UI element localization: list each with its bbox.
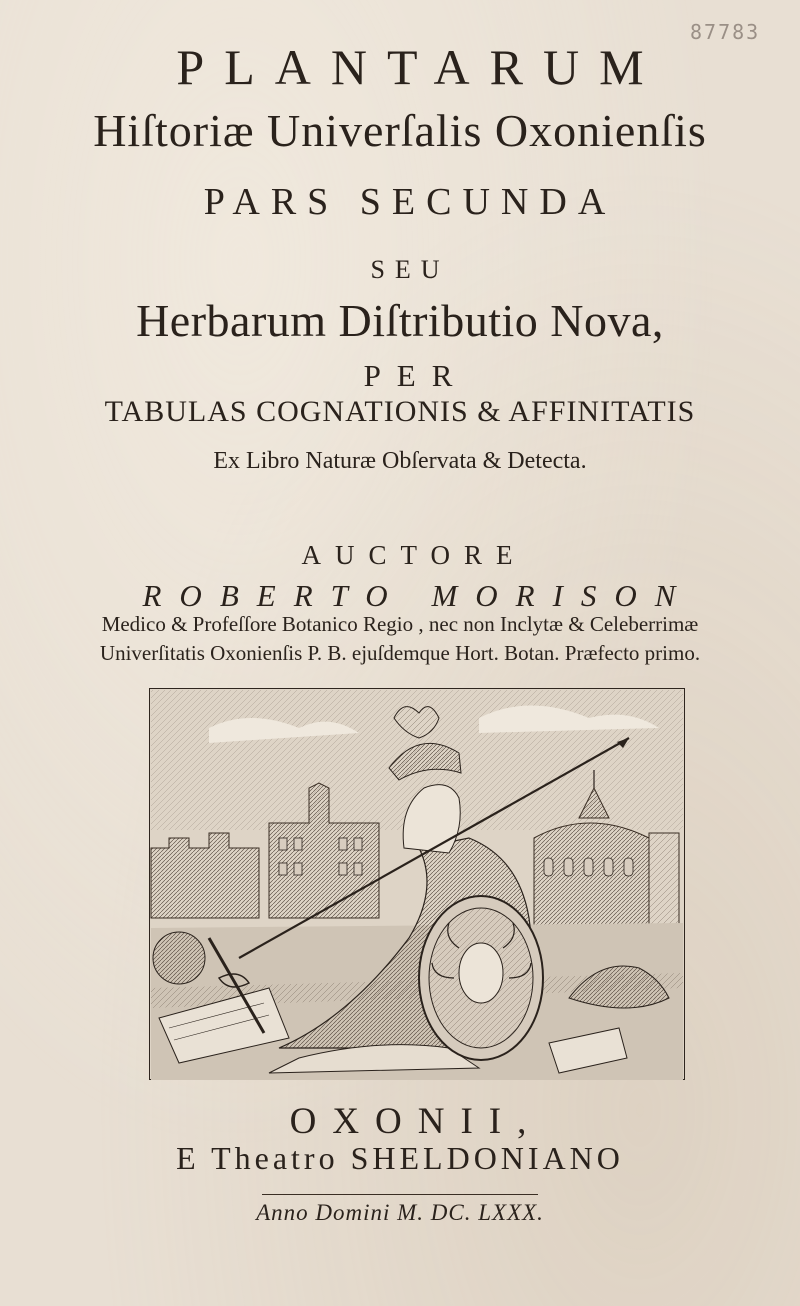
title-seu: SEU: [370, 255, 450, 284]
imprint-place: OXONII,: [289, 1101, 543, 1142]
author-label: AUCTORE: [301, 540, 527, 570]
title-plantarum: PLANTARUM: [176, 39, 664, 95]
title-per: PER: [363, 358, 469, 393]
title-herbarum: Herbarum Diſtributio Nova,: [136, 295, 664, 346]
author-description-1: Medico & Profeſſore Botanico Regio , nec non Inclytæ & Celeberrimæ: [101, 612, 699, 636]
author-description-2: Univerſitatis Oxonienſis P. B. ejuſdemque Hort. Botan. Præfecto primo.: [99, 641, 701, 665]
imprint-date: Anno Domini M. DC. LXXX.: [256, 1200, 544, 1225]
title-historiae: Hiſtoriæ Univerſalis Oxonienſis: [93, 105, 707, 156]
title-tabulas: TABULAS COGNATIONIS & AFFINITATIS: [104, 395, 696, 428]
imprint-rule: [262, 1194, 538, 1195]
shelfmark: 87783: [690, 20, 761, 44]
title-pars-secunda: PARS SECUNDA: [203, 181, 617, 223]
title-ex-libro: Ex Libro Naturæ Obſervata & Detecta.: [213, 448, 587, 474]
imprint-press: E Theatro SHELDONIANO: [176, 1140, 624, 1176]
engraved-illustration: [149, 688, 685, 1080]
author-name: ROBERTO MORISON: [142, 578, 694, 613]
